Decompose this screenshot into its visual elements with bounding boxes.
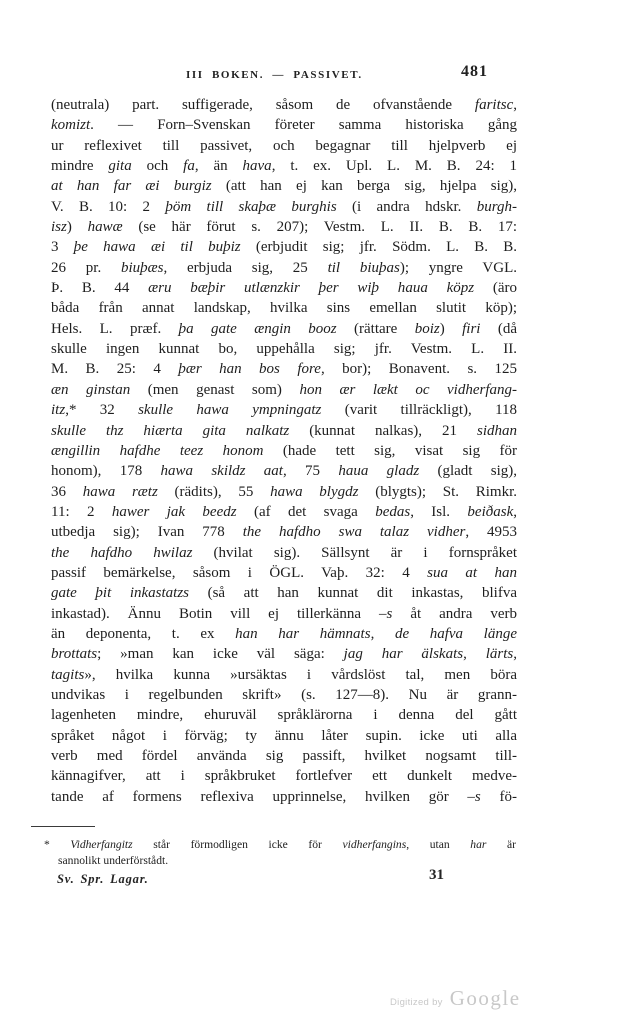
text-line: ængillin hafdhe teez honom (hade tett sig, visat sig för bbox=[51, 442, 517, 459]
text-line: tagits», hvilka kunna »ursäktas i vårdslöst tal, men böra bbox=[51, 666, 517, 683]
body-text bbox=[51, 95, 517, 807]
digitized-by-text: Digitized by bbox=[390, 997, 443, 1008]
text-line: skulle thz hiærta gita nalkatz (kunnat nalkas), 21 sidhan bbox=[51, 422, 517, 439]
text-line: 11: 2 hawer jak beedz (af det svaga bedas, Isl. beiðask, bbox=[51, 503, 517, 520]
text-line: lagenheten mindre, ehuruväl språklärorna i denna del gått bbox=[51, 707, 517, 724]
text-line: undvikas i regelbunden skrift» (s. 127—8). Nu är grann- bbox=[51, 686, 517, 703]
footnote-divider bbox=[31, 826, 95, 827]
footnote bbox=[44, 837, 516, 868]
text-line: utbedja sig); Ivan 778 the hafdho swa talaz vidher, 4953 bbox=[51, 524, 517, 541]
google-logo-text: Google bbox=[449, 986, 521, 1010]
text-line: V. B. 10: 2 þöm till skaþæ burghis (i andra hdskr. burgh- bbox=[51, 198, 517, 215]
text-line: båda från annat landskap, hvilka sins emellan slutit köp); bbox=[51, 300, 517, 317]
text-line: verb med fördel använda sig passift, hvilket nogsamt till- bbox=[51, 748, 517, 764]
text-line: 3 þe hawa æi til buþiz (erbjudit sig; jfr. Södm. L. B. B. bbox=[51, 239, 518, 256]
text-line: brottats; »man kan icke väl säga: jag har älskats, lärts, bbox=[51, 646, 518, 663]
text-line: Hels. L. præf. þa gate ængin booz (rättare boiz) firi (då bbox=[51, 320, 518, 337]
text-line: 36 hawa rætz (rädits), 55 hawa blygdz (blygts); St. Rimkr. bbox=[51, 483, 517, 500]
text-line: skulle ingen kunnat bo, uppehålla sig; jfr. Vestm. L. II. bbox=[51, 341, 517, 358]
text-line: at han far æi burgiz (att han ej kan berga sig, hjelpa sig), bbox=[51, 178, 518, 195]
text-line: æn ginstan (men genast som) hon ær lækt oc vidherfang- bbox=[51, 381, 518, 398]
text-line: honom), 178 hawa skildz aat, 75 haua gladz (gladt sig), bbox=[51, 463, 517, 480]
text-line: tande af formens reflexiva upprinnelse, hvilken gör –s fö- bbox=[51, 788, 517, 805]
google-watermark bbox=[390, 986, 521, 1011]
text-line: mindre gita och fa, än hava, t. ex. Upl. L. M. B. 24: 1 bbox=[51, 158, 517, 175]
text-line: gate þit inkastatzs (så att han kunnat dit inkastas, blifva bbox=[51, 585, 517, 602]
work-title: Sv. Spr. Lagar. bbox=[57, 872, 149, 886]
text-line: språket något i förväg; ty ännu låter supin. icke uti alla bbox=[51, 727, 517, 744]
text-line: passif bemärkelse, såsom i ÖGL. Vaþ. 32: 4 sua at han bbox=[51, 564, 517, 581]
text-line: itz,* 32 skulle hawa ympningatz (varit tillräckligt), 118 bbox=[51, 402, 518, 419]
text-line: komizt. — Forn–Svenskan företer samma historiska gång bbox=[51, 117, 517, 134]
running-header-title: III BOKEN. — PASSIVET. bbox=[186, 69, 363, 81]
text-line: inkastad). Ännu Botin vill ej tillerkänna –s åt andra verb bbox=[51, 605, 517, 622]
sheet-number: 31 bbox=[429, 867, 444, 883]
text-line: * Vidherfangitz står förmodligen icke för vidherfangins, utan har är bbox=[44, 838, 517, 851]
page-number: 481 bbox=[461, 63, 488, 80]
text-line: Þ. B. 44 æru bæþir utlænzkir þer wiþ haua köpz (äro bbox=[51, 280, 517, 297]
text-line: the hafdho hwilaz (hvilat sig). Sällsynt är i fornspråket bbox=[51, 544, 518, 561]
text-line: (neutrala) part. suffigerade, såsom de ofvanstående faritsc, bbox=[51, 97, 517, 113]
text-line: än deponenta, t. ex han har hämnats, de hafva länge bbox=[51, 625, 517, 642]
text-line: isz) hawæ (se här förut s. 207); Vestm. L. II. B. B. 17: bbox=[51, 219, 517, 236]
text-line: 26 pr. biuþæs, erbjuda sig, 25 til biuþas); yngre VGL. bbox=[51, 259, 518, 276]
text-line: M. B. 25: 4 þær han bos fore, bor); Bonavent. s. 125 bbox=[51, 361, 517, 378]
text-line: sannolikt underförstådt. bbox=[58, 853, 169, 867]
text-line: kännagifver, att i språkbruket fortlefver ett dunkelt medve- bbox=[51, 768, 517, 785]
text-line: ur reflexivet till passivet, och begagnar till hjelpverb ej bbox=[51, 137, 517, 154]
